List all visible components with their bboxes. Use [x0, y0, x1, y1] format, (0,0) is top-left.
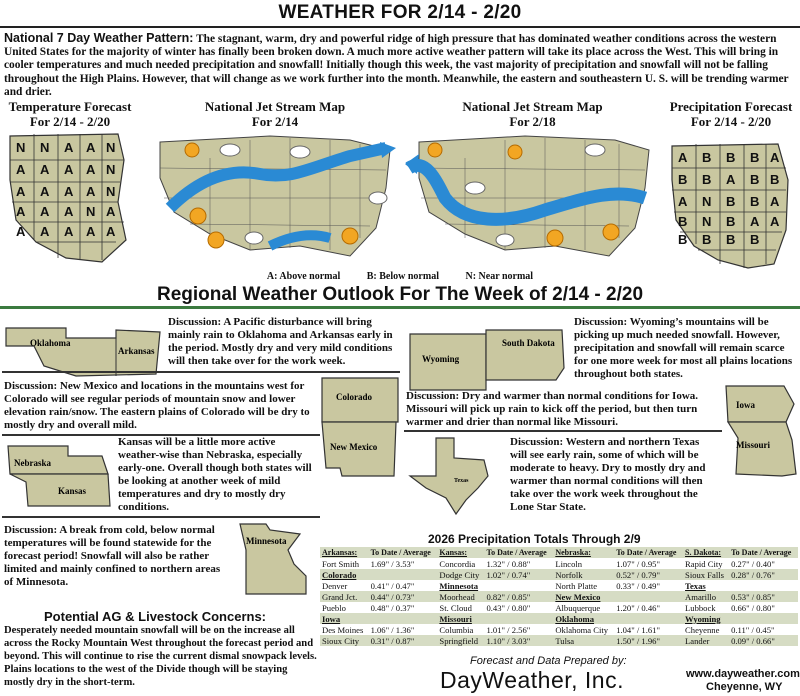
totals-city: Fort Smith	[322, 558, 360, 569]
totals-city: Tulsa	[555, 635, 575, 646]
totals-value: 1.20" / 0.46"	[616, 602, 660, 613]
oklahoma-label: Oklahoma	[30, 338, 71, 348]
kansas-label: Kansas	[58, 486, 87, 496]
national-pattern	[4, 32, 796, 99]
totals-city: Pueblo	[322, 602, 346, 613]
ne-ks-discussion: Kansas will be a little more active weather-wise than Nebraska, especially early-one. Overall though both states will be looking at another week of mild temperatures and dry to mostly dry conditions.	[118, 436, 312, 513]
precip-cell: B	[726, 150, 736, 165]
totals-value	[614, 613, 683, 624]
totals-value	[484, 613, 553, 624]
totals-row	[320, 635, 798, 646]
totals-state-header: S. Dakota:	[685, 548, 722, 557]
totals-city: Columbia	[439, 624, 474, 635]
totals-value	[729, 613, 798, 624]
iowa-label: Iowa	[736, 400, 756, 410]
page-title: WEATHER FOR 2/14 - 2/20	[278, 2, 522, 23]
totals-value: 0.66" / 0.80"	[731, 602, 775, 613]
temp-cell: A	[64, 162, 74, 177]
legend-above: A: Above normal	[266, 271, 341, 282]
totals-value: 0.82" / 0.85"	[486, 591, 531, 602]
nebraska-label: Nebraska	[14, 458, 52, 468]
temp-cell: N	[106, 162, 116, 177]
precip-map-title	[662, 99, 800, 129]
precip-map-title-line2: For 2/14 - 2/20	[690, 114, 772, 129]
totals-city: Denver	[322, 580, 348, 591]
temp-cell: A	[86, 184, 96, 199]
precip-forecast-map	[668, 140, 794, 270]
precip-cell: A	[770, 214, 780, 229]
temp-map-title-line1: Temperature Forecast	[8, 99, 132, 114]
precip-map-title-line1: Precipitation Forecast	[669, 99, 793, 114]
totals-col-header: To Date / Average	[370, 548, 431, 557]
totals-state-header: Arkansas:	[322, 548, 358, 557]
totals-value: 1.06" / 1.36"	[370, 624, 415, 635]
temp-cell: A	[16, 204, 26, 219]
tx-map	[406, 436, 502, 516]
arkansas-label: Arkansas	[118, 346, 155, 356]
totals-city: Lander	[685, 635, 710, 646]
ia-mo-frame	[404, 430, 722, 432]
jet2-map-title	[405, 99, 660, 129]
totals-row	[320, 591, 798, 602]
temp-cell: A	[106, 204, 116, 219]
precip-cell: A	[750, 214, 760, 229]
totals-city: Amarillo	[685, 591, 717, 602]
totals-city: Sioux Falls	[685, 569, 724, 580]
wyoming-label: Wyoming	[422, 354, 460, 364]
temp-map-title	[0, 99, 140, 129]
mn-discussion: Discussion: A break from cold, below normal temperatures will be found statewide for the forecast period! Snowfall will also be rather limited and mainly confined to northern areas of Minnesota.	[4, 524, 221, 588]
precip-cell: A	[678, 150, 688, 165]
temp-cell: N	[106, 140, 116, 155]
temp-cell: A	[40, 204, 50, 219]
precip-cell: B	[726, 194, 736, 209]
jet1-map-title	[150, 99, 400, 129]
totals-value: 0.44" / 0.73"	[370, 591, 415, 602]
precip-cell: B	[726, 214, 736, 229]
regional-divider	[0, 306, 800, 309]
ne-ks-map	[4, 442, 114, 510]
totals-table	[320, 547, 798, 646]
precip-cell: A	[726, 172, 736, 187]
totals-value: 0.11" / 0.45"	[731, 624, 775, 635]
totals-value: 1.69" / 3.53"	[370, 558, 415, 569]
temp-forecast-map	[6, 130, 130, 266]
totals-state-name: Wyoming	[685, 613, 721, 624]
temp-cell: A	[86, 224, 96, 239]
concerns-text: Desperately needed mountain snowfall will be on the increase all across the Rocky Mountain West throughout the forecast period and beyond. This will continue to rise the current dismal snowpack levels. Plains locations to the west of the Divide though will be staying mostly dry in the short-term.	[4, 625, 317, 688]
totals-value: 0.53" / 0.85"	[731, 591, 775, 602]
totals-value: 0.31" / 0.87"	[370, 635, 415, 646]
temp-cell: A	[16, 162, 26, 177]
totals-city: Albuquerque	[555, 602, 601, 613]
totals-title: 2026 Precipitation Totals Through 2/9	[428, 532, 641, 546]
totals-city: Rapid City	[685, 558, 723, 569]
totals-value: 0.33" / 0.49"	[616, 580, 660, 591]
precip-cell: B	[678, 232, 688, 247]
precip-cell: B	[702, 150, 712, 165]
totals-city: Cheyenne	[685, 624, 720, 635]
temp-cell: N	[40, 140, 50, 155]
temp-cell: A	[106, 224, 116, 239]
precip-cell: A	[678, 194, 688, 209]
brand-logo: DayWeather, Inc.	[440, 667, 624, 693]
temp-cell: A	[86, 140, 96, 155]
totals-row	[320, 613, 798, 624]
ok-ar-frame	[2, 371, 400, 373]
missouri-label: Missouri	[736, 440, 771, 450]
totals-city: Dodge City	[439, 569, 480, 580]
temp-map-title-line2: For 2/14 - 2/20	[29, 114, 111, 129]
jet1-map-title-line1: National Jet Stream Map	[204, 99, 346, 114]
precip-cell: N	[702, 194, 712, 209]
legend-near: N: Near normal	[465, 271, 534, 282]
temp-cell: A	[64, 204, 74, 219]
precip-cell: A	[770, 194, 780, 209]
jet1-map-title-line2: For 2/14	[251, 114, 299, 129]
totals-city: Grand Jct.	[322, 591, 358, 602]
precip-cell: A	[770, 150, 780, 165]
precip-cell: N	[702, 214, 712, 229]
temp-cell: A	[64, 224, 74, 239]
totals-value: 1.02" / 0.74"	[486, 569, 531, 580]
texas-label: Texas	[454, 478, 469, 484]
totals-state-name: New Mexico	[555, 591, 601, 602]
totals-value: 0.28" / 0.76"	[731, 569, 775, 580]
precip-cell: B	[770, 172, 780, 187]
temp-cell: N	[86, 204, 96, 219]
totals-value: 0.41" / 0.47"	[370, 580, 415, 591]
jet-stream-map-1	[150, 128, 400, 268]
totals-value: 0.52" / 0.79"	[616, 569, 660, 580]
nm-co-discussion: Discussion: New Mexico and locations in the mountains west for Colorado will see regular periods of mountain snow and lower elevation rain/snow. The eastern plains of Colorado will be dry to mostly dry and overall mild.	[4, 380, 310, 431]
totals-city: Sioux City	[322, 635, 360, 646]
totals-row	[320, 569, 798, 580]
totals-state-name: Missouri	[439, 613, 472, 624]
precip-cell: B	[702, 172, 712, 187]
totals-col-header: To Date / Average	[616, 548, 677, 557]
ok-ar-discussion: Discussion: A Pacific disturbance will bring mainly rain to Oklahoma and Arkansas early in the period. Mostly dry and very mild conditions will then take over for the work week.	[168, 316, 393, 367]
temp-cell: A	[40, 184, 50, 199]
precip-cell: B	[702, 232, 712, 247]
totals-city: St. Cloud	[439, 602, 472, 613]
wy-sd-map	[406, 326, 568, 396]
totals-value	[369, 569, 438, 580]
totals-value: 0.43" / 0.80"	[486, 602, 531, 613]
jet2-map-title-line1: National Jet Stream Map	[462, 99, 603, 114]
totals-value: 1.07" / 0.95"	[616, 558, 660, 569]
precip-cell: B	[750, 150, 760, 165]
totals-row	[320, 580, 798, 591]
totals-row	[320, 602, 798, 613]
totals-value: 0.48" / 0.37"	[370, 602, 415, 613]
precip-cell: B	[750, 194, 760, 209]
temp-cell: A	[16, 184, 26, 199]
totals-city: Lubbock	[685, 602, 716, 613]
mn-map	[236, 520, 316, 598]
totals-city: Des Moines	[322, 624, 364, 635]
wy-sd-discussion: Discussion: Wyoming’s mountains will be picking up much needed snowfall. However, precipitation and snowfall will remain scarce for one more week for most all plains locations throughout both states.	[574, 316, 793, 380]
map-legend	[0, 271, 800, 282]
minnesota-label: Minnesota	[246, 536, 287, 546]
jet-stream-map-2	[405, 128, 660, 268]
totals-state-header: Nebraska:	[555, 548, 591, 557]
totals-value: 0.27" / 0.40"	[731, 558, 775, 569]
totals-row	[320, 558, 798, 569]
totals-city: Norfolk	[555, 569, 583, 580]
totals-col-header: To Date / Average	[486, 548, 547, 557]
ia-mo-map	[722, 384, 798, 480]
totals-value	[614, 591, 683, 602]
totals-value: 1.04" / 1.61"	[616, 624, 660, 635]
totals-state-name: Texas	[685, 580, 706, 591]
temp-cell: A	[40, 162, 50, 177]
totals-city: Concordia	[439, 558, 476, 569]
totals-city: Springfield	[439, 635, 479, 646]
temp-cell: A	[64, 184, 74, 199]
totals-value: 1.10" / 3.03"	[486, 635, 531, 646]
temp-cell: A	[16, 224, 26, 239]
totals-city: Lincoln	[555, 558, 583, 569]
mn-frame	[2, 516, 320, 518]
jet2-map-title-line2: For 2/18	[509, 114, 556, 129]
totals-state-name: Oklahoma	[555, 613, 595, 624]
totals-col-header: To Date / Average	[731, 548, 792, 557]
tx-discussion: Discussion: Western and northern Texas will see early rain, some of which will be moderate to heavy. Dry to mostly dry and warmer than normal conditions will then take over the work week throughout the Lone Star State.	[510, 436, 706, 513]
temp-cell: N	[106, 184, 116, 199]
totals-value: 1.01" / 2.56"	[486, 624, 531, 635]
totals-city: Oklahoma City	[555, 624, 609, 635]
totals-value	[484, 580, 553, 591]
temp-cell: A	[40, 224, 50, 239]
colorado-label: Colorado	[336, 392, 372, 402]
totals-state-header: Kansas:	[439, 548, 467, 557]
totals-state-name: Iowa	[322, 613, 341, 624]
footer-city: Cheyenne, WY	[706, 681, 783, 693]
temp-cell: N	[16, 140, 26, 155]
temp-cell: A	[86, 162, 96, 177]
website-url[interactable]: www.dayweather.com	[686, 668, 800, 680]
precip-cell: B	[678, 172, 688, 187]
national-pattern-label: National 7 Day Weather Pattern:	[4, 31, 194, 45]
totals-row	[320, 624, 798, 635]
totals-value: 1.50" / 1.96"	[616, 635, 660, 646]
precip-cell: B	[678, 214, 688, 229]
temp-cell: A	[64, 140, 74, 155]
totals-city: Moorhead	[439, 591, 475, 602]
precip-cell: B	[750, 232, 760, 247]
totals-value	[369, 613, 438, 624]
totals-state-name: Colorado	[322, 569, 357, 580]
regional-title: Regional Weather Outlook For The Week of 2/14 - 2/20	[156, 284, 644, 305]
co-nm-map	[320, 376, 402, 480]
prepared-by: Forecast and Data Prepared by:	[470, 655, 627, 667]
precip-cell: B	[750, 172, 760, 187]
precip-cell: B	[726, 232, 736, 247]
totals-value: 0.09" / 0.66"	[731, 635, 775, 646]
concerns-title: Potential AG & Livestock Concerns:	[44, 609, 267, 624]
new-mexico-label: New Mexico	[330, 442, 378, 452]
ia-mo-discussion: Discussion: Dry and warmer than normal conditions for Iowa. Missouri will pick up rain to kick off the period, but then turn warmer and drier than normal like Missouri.	[406, 390, 699, 428]
totals-value	[729, 580, 798, 591]
totals-state-name: Minnesota	[439, 580, 479, 591]
south-dakota-label: South Dakota	[502, 338, 555, 348]
totals-city: North Platte	[555, 580, 598, 591]
legend-below: B: Below normal	[366, 271, 439, 282]
national-pattern-text: The stagnant, warm, dry and powerful ridge of high pressure that has dominated weather conditions across the western United States for the majority of winter has finally been broken down. A much more active weather pattern will take its place across the West. This will bring in cooler temperatures and much needed precipitation and snowfall! Initially though this week, the vast majority of precipitation and snowfall will not be falling throughout the High Plains. However, that will change as we work further into the month. Meanwhile, the eastern and southeastern U. S. will be trending warmer and drier.	[4, 33, 789, 98]
title-divider	[0, 26, 800, 28]
totals-value: 1.32" / 0.88"	[486, 558, 531, 569]
